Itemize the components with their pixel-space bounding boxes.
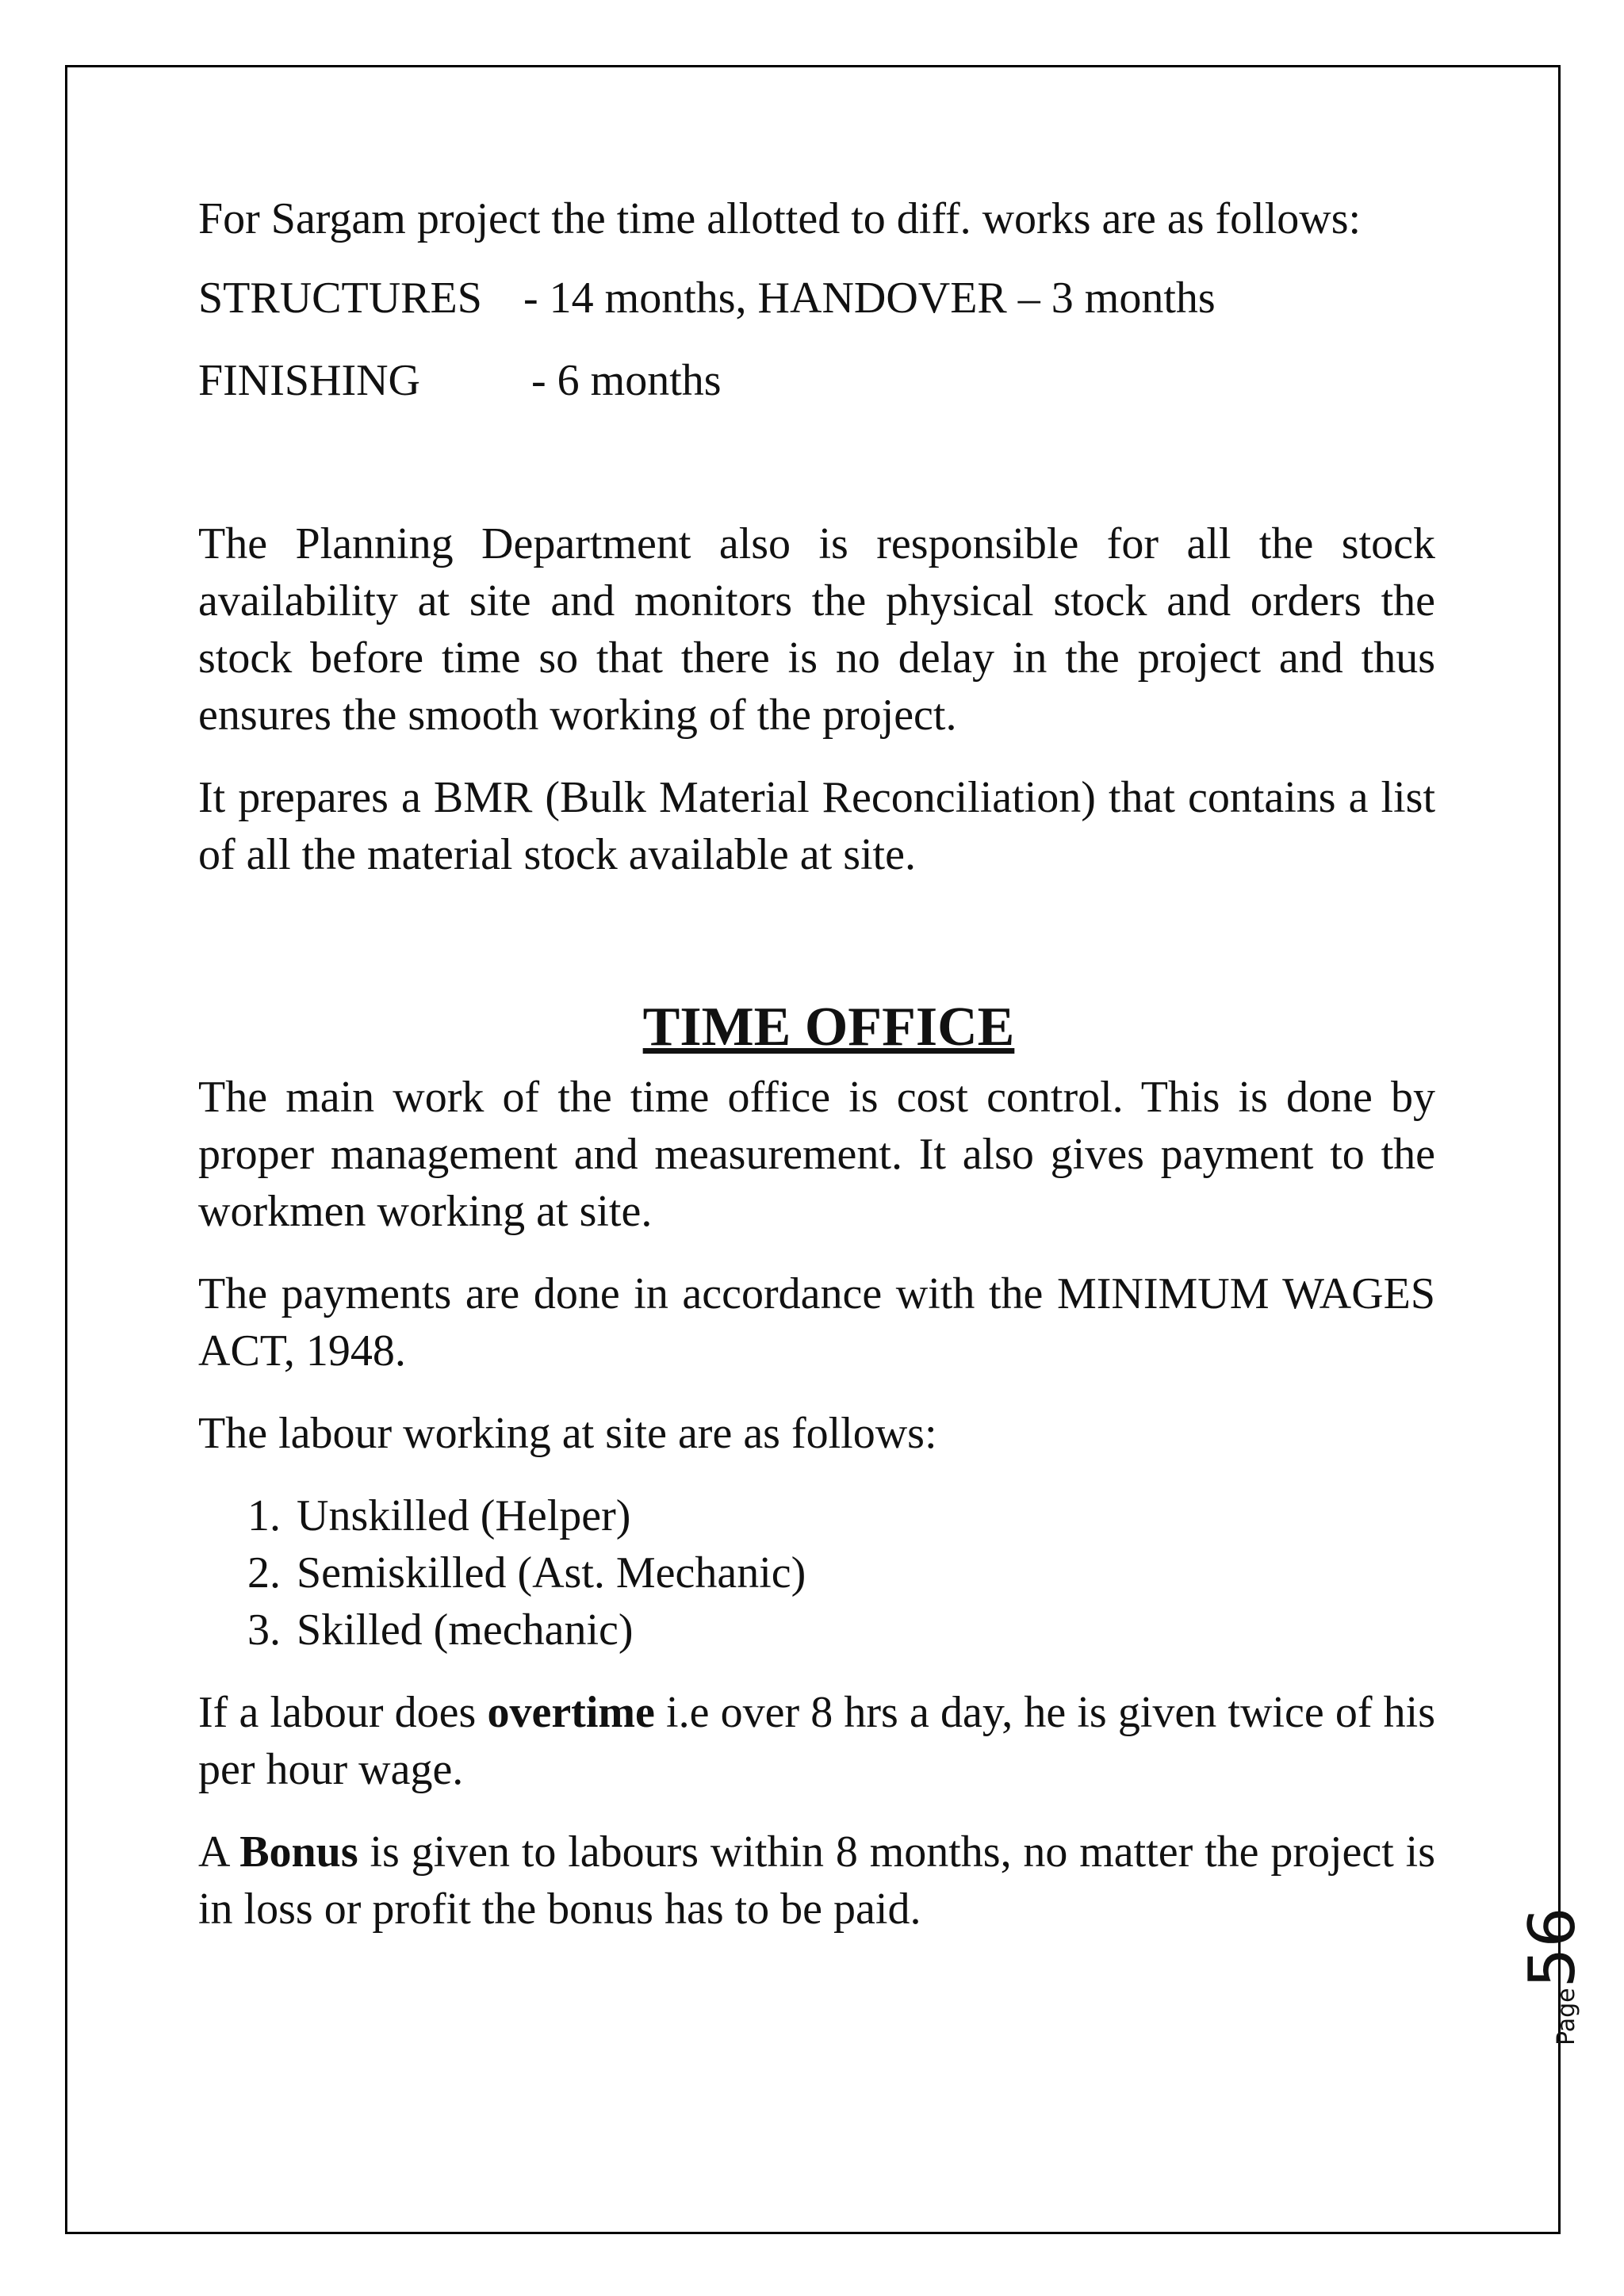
overtime-bold: overtime: [487, 1688, 655, 1737]
bonus-paragraph: [198, 1823, 1435, 1938]
planning-paragraph-1: The Planning Department also is responsible for all the stock availability at site and monitors the physical stock and orders the stock before time so that there is no delay in the project and thus ensures the smooth working of the project.: [198, 519, 1435, 740]
list-item-number: 3.: [247, 1605, 281, 1655]
overtime-text-post: i.e over 8 hrs a day, he is given twice of his per hour wage.: [198, 1688, 1435, 1794]
list-item-number: 2.: [247, 1548, 281, 1598]
planning-paragraph-2: It prepares a BMR (Bulk Material Reconciliation) that contains a list of all the material stock available at site.: [198, 773, 1435, 879]
time-office-paragraph-1: The main work of the time office is cost control. This is done by proper management and measurement. It also gives payment to the workmen working at site.: [198, 1073, 1435, 1236]
labour-list: [198, 1487, 1435, 1659]
page-number-label: Page: [1553, 1988, 1580, 2045]
page-number: [1515, 1887, 1600, 2045]
structures-label: STRUCTURES: [198, 274, 482, 323]
list-item: [247, 1601, 1435, 1659]
structures-value: - 14 months, HANDOVER – 3 months: [523, 274, 1216, 323]
page-number-value: 56: [1515, 1907, 1589, 1988]
time-office-paragraph-2: The payments are done in accordance with the MINIMUM WAGES ACT, 1948.: [198, 1269, 1435, 1376]
list-item-text: Unskilled (Helper): [297, 1491, 631, 1540]
time-office-heading: TIME OFFICE: [642, 997, 1015, 1058]
time-office-paragraph-3: The labour working at site are as follows:: [198, 1409, 937, 1458]
page-content: [198, 190, 1435, 1938]
overtime-paragraph: [198, 1684, 1435, 1798]
bonus-text-post: is given to labours within 8 months, no matter the project is in loss or profit the bonus has to be paid.: [198, 1827, 1436, 1934]
finishing-row: [198, 352, 1435, 409]
bonus-bold: Bonus: [239, 1827, 358, 1877]
list-item-number: 1.: [247, 1491, 281, 1540]
structures-row: [198, 270, 1435, 327]
list-item: [247, 1544, 1435, 1601]
list-item-text: Semiskilled (Ast. Mechanic): [297, 1548, 806, 1598]
finishing-label: FINISHING: [198, 356, 420, 405]
finishing-value: - 6 months: [531, 356, 722, 405]
intro-paragraph: For Sargam project the time allotted to diff. works are as follows:: [198, 194, 1362, 243]
list-item: [247, 1487, 1435, 1544]
list-item-text: Skilled (mechanic): [297, 1605, 634, 1655]
overtime-text-pre: If a labour does: [198, 1688, 488, 1737]
bonus-text-pre: A: [198, 1827, 240, 1877]
